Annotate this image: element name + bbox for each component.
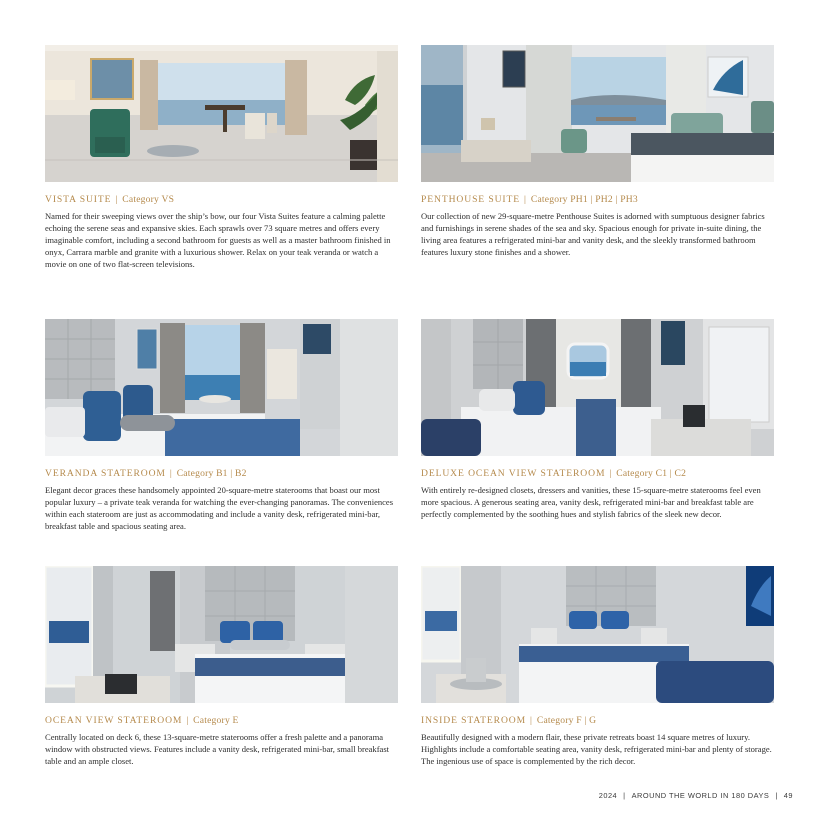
footer-separator: | [775,791,778,800]
deluxe-ocean-view-title: DELUXE OCEAN VIEW STATEROOM [421,468,606,479]
footer-year: 2024 [598,791,618,800]
inside-stateroom-title: INSIDE STATEROOM [421,715,527,726]
deluxe-ocean-view-category: Category C1 | C2 [616,468,687,479]
page-number: 49 [783,791,793,800]
vista-suite-photo [45,45,398,182]
footer-publication: AROUND THE WORLD IN 180 DAYS [631,791,770,800]
deluxe-ocean-view-photo [421,319,774,456]
veranda-stateroom-title: VERANDA STATEROOM [45,468,166,479]
veranda-stateroom-heading [45,468,247,479]
ocean-view-stateroom-title: OCEAN VIEW STATEROOM [45,715,183,726]
veranda-stateroom-category: Category B1 | B2 [176,468,247,479]
page-footer [599,791,793,800]
heading-separator: | [609,468,613,479]
ocean-view-stateroom-heading [45,715,239,726]
inside-stateroom-category: Category F | G [536,715,597,726]
vista-suite-category: Category VS [122,194,175,205]
vista-suite-description: Named for their sweeping views over the ship’s bow, our four Vista Suites feature a calming palette echoing the serene seas and expansive skies. Each sprawls over 73 square metres and offers every imaginable comfort, including a second bathroom for guests as well as a master bathroom finished in onyx, Carrara marble and granite with a luxurious shower. Relax on your teak veranda or watch a movie on one of two flat-screen televisions. [45,211,391,270]
penthouse-suite-category: Category PH1 | PH2 | PH3 [530,194,638,205]
inside-stateroom-description: Beautifully designed with a modern flair, these private retreats boast 14 square metres of luxury. Highlights include a comfortable seating area, vanity desk, refrigerated mini-bar and plenty of storage. The ingenious use of space is complemented by the rich decor. [421,732,772,767]
ocean-view-stateroom-description: Centrally located on deck 6, these 13-square-metre staterooms offer a fresh palette and a panorama window with obstructed views. Features include a vanity desk, refrigerated mini-bar, small breakfast table and an ample closet. [45,732,390,767]
ocean-view-stateroom-category: Category E [193,715,239,726]
penthouse-suite-heading [421,194,638,205]
footer-separator: | [623,791,626,800]
veranda-stateroom-description: Elegant decor graces these handsomely appointed 20-square-metre staterooms that boast our most popular luxury – a private teak veranda for watching the ever-changing panoramas. The conveniences within each stateroom are just as accommodating and include a vanity desk, refrigerated mini-bar, breakfast table and spacious seating area. [45,485,394,532]
heading-separator: | [524,194,527,205]
inside-stateroom-photo [421,566,774,703]
deluxe-ocean-view-heading [421,468,686,479]
penthouse-suite-photo [421,45,774,182]
heading-separator: | [186,715,190,726]
inside-stateroom-heading [421,715,596,726]
heading-separator: | [115,194,119,205]
penthouse-suite-description: Our collection of new 29-square-metre Penthouse Suites is adorned with sumptuous designer fabrics and furnishings in serene shades of the sea and sky. Spacious enough for private in-suite dining, the living area features a refrigerated mini-bar and vanity desk, and the sleekly transformed bathroom features luxury stone finishes and a shower. [421,211,765,258]
veranda-stateroom-photo [45,319,398,456]
vista-suite-heading [45,194,174,205]
vista-suite-title: VISTA SUITE [45,194,112,205]
ocean-view-stateroom-photo [45,566,398,703]
heading-separator: | [530,715,533,726]
heading-separator: | [169,468,173,479]
deluxe-ocean-view-description: With entirely re-designed closets, dressers and vanities, these 15-square-metre staterooms feel even more spacious. A generous seating area, vanity desk, refrigerated mini-bar and breakfast table are perfectly complemented by the soothing hues and stylish fabrics of the sleek new decor. [421,485,761,520]
penthouse-suite-title: PENTHOUSE SUITE [421,194,521,205]
